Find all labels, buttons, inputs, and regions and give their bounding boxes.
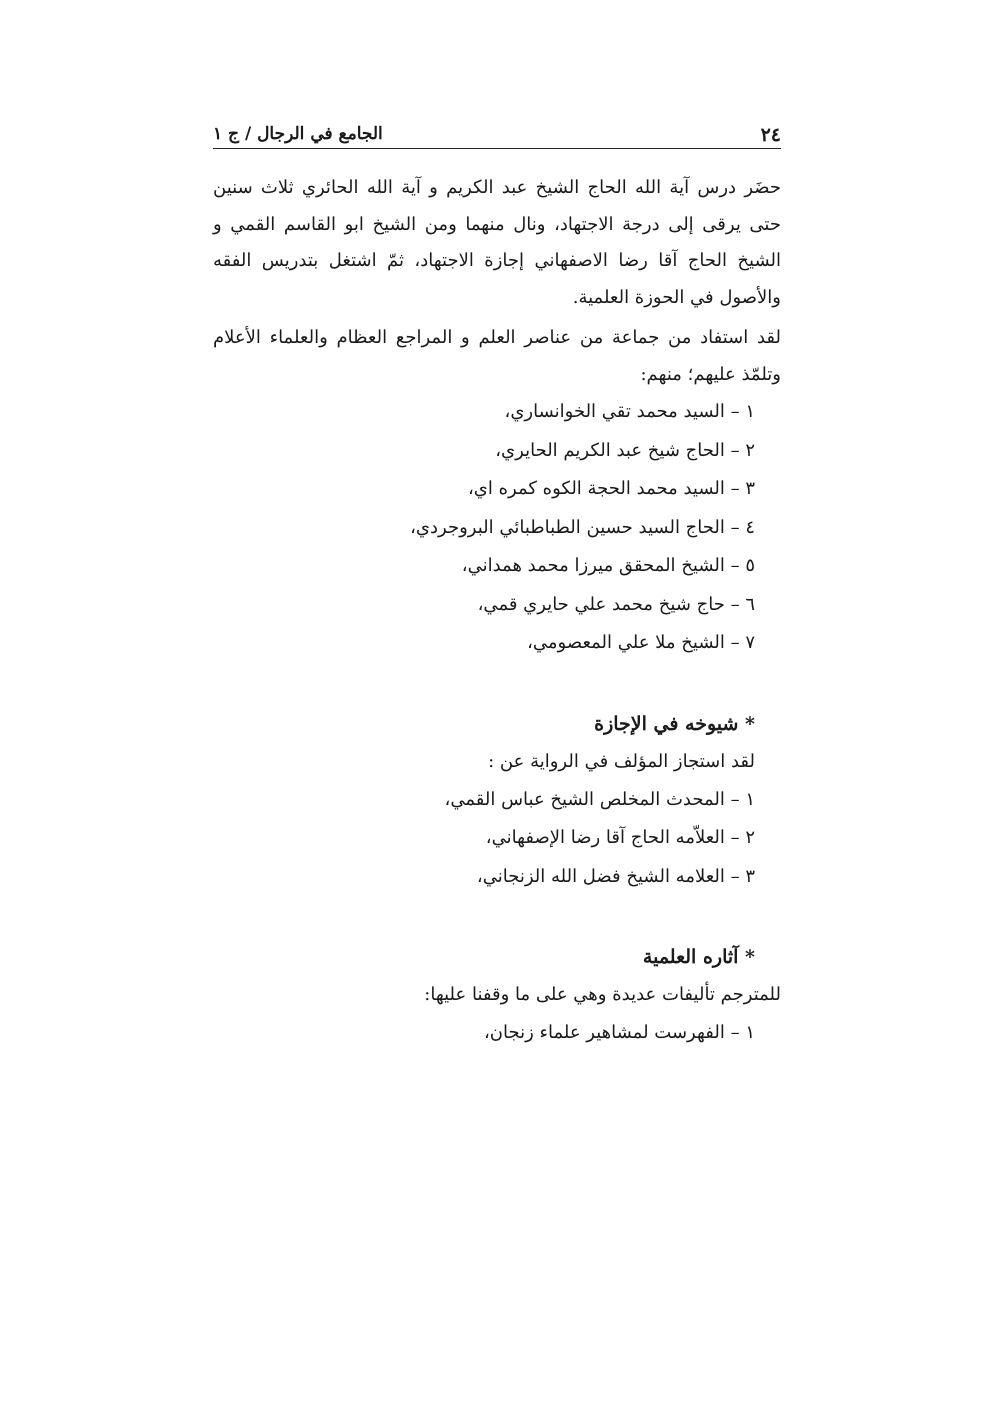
paragraph-teachers-intro: لقد استفاد من جماعة من عناصر العلم و المراجع العظام والعلماء الأعلام وتلمّذ عليهم؛ منهم:	[213, 327, 781, 385]
works-list	[213, 1014, 781, 1053]
list-item: ٧ – الشيخ ملا علي المعصومي،	[527, 632, 755, 653]
paragraph-biography: حضَر درس آية الله الحاج الشيخ عبد الكريم و آية الله الحائري ثلاث سنين حتى يرقى إلى درجة الاجتهاد، ونال منهما ومن الشيخ ابو القاسم القمي و الشيخ الحاج آقا رضا الاصفهاني إجازة الاجتهاد، ثمّ اشتغل بتدريس الفقه والأصول في الحوزة العلمية.	[213, 177, 781, 308]
list-item: ٣ – السيد محمد الحجة الكوه كمره اي،	[467, 478, 755, 499]
page-body	[213, 170, 781, 1053]
section-heading-works: * آثاره العلمية	[642, 946, 755, 968]
works-intro: للمترجم تأليفات عديدة وهي على ما وقفنا عليها:	[424, 984, 781, 1005]
list-item: ٢ – العلاّمه الحاج آقا رضا الإصفهاني،	[485, 827, 755, 848]
ijaza-list	[213, 781, 781, 897]
page-header	[213, 118, 781, 149]
teachers-list	[213, 393, 781, 663]
list-item: ٥ – الشيخ المحقق ميرزا محمد همداني،	[461, 555, 755, 576]
list-item: ٤ – الحاج السيد حسين الطباطبائي البروجردي،	[410, 516, 755, 538]
running-title: الجامع في الرجال / ج ١	[213, 124, 383, 144]
page-number: ٢٤	[760, 124, 781, 146]
list-item: ٦ – حاج شيخ محمد علي حايري قمي،	[477, 593, 755, 615]
list-item: ٣ – العلامه الشيخ فضل الله الزنجاني،	[476, 865, 755, 887]
ijaza-intro: لقد استجاز المؤلف في الرواية عن :	[488, 750, 755, 772]
list-item: ٢ – الحاج شيخ عبد الكريم الحايري،	[495, 439, 755, 461]
list-item: ١ – السيد محمد تقي الخوانساري،	[504, 401, 755, 422]
list-item: ١ – المحدث المخلص الشيخ عباس القمي،	[444, 788, 755, 810]
section-heading-ijaza: * شيوخه في الإجازة	[594, 712, 755, 735]
list-item: ١ – الفهرست لمشاهير علماء زنجان،	[483, 1022, 755, 1043]
